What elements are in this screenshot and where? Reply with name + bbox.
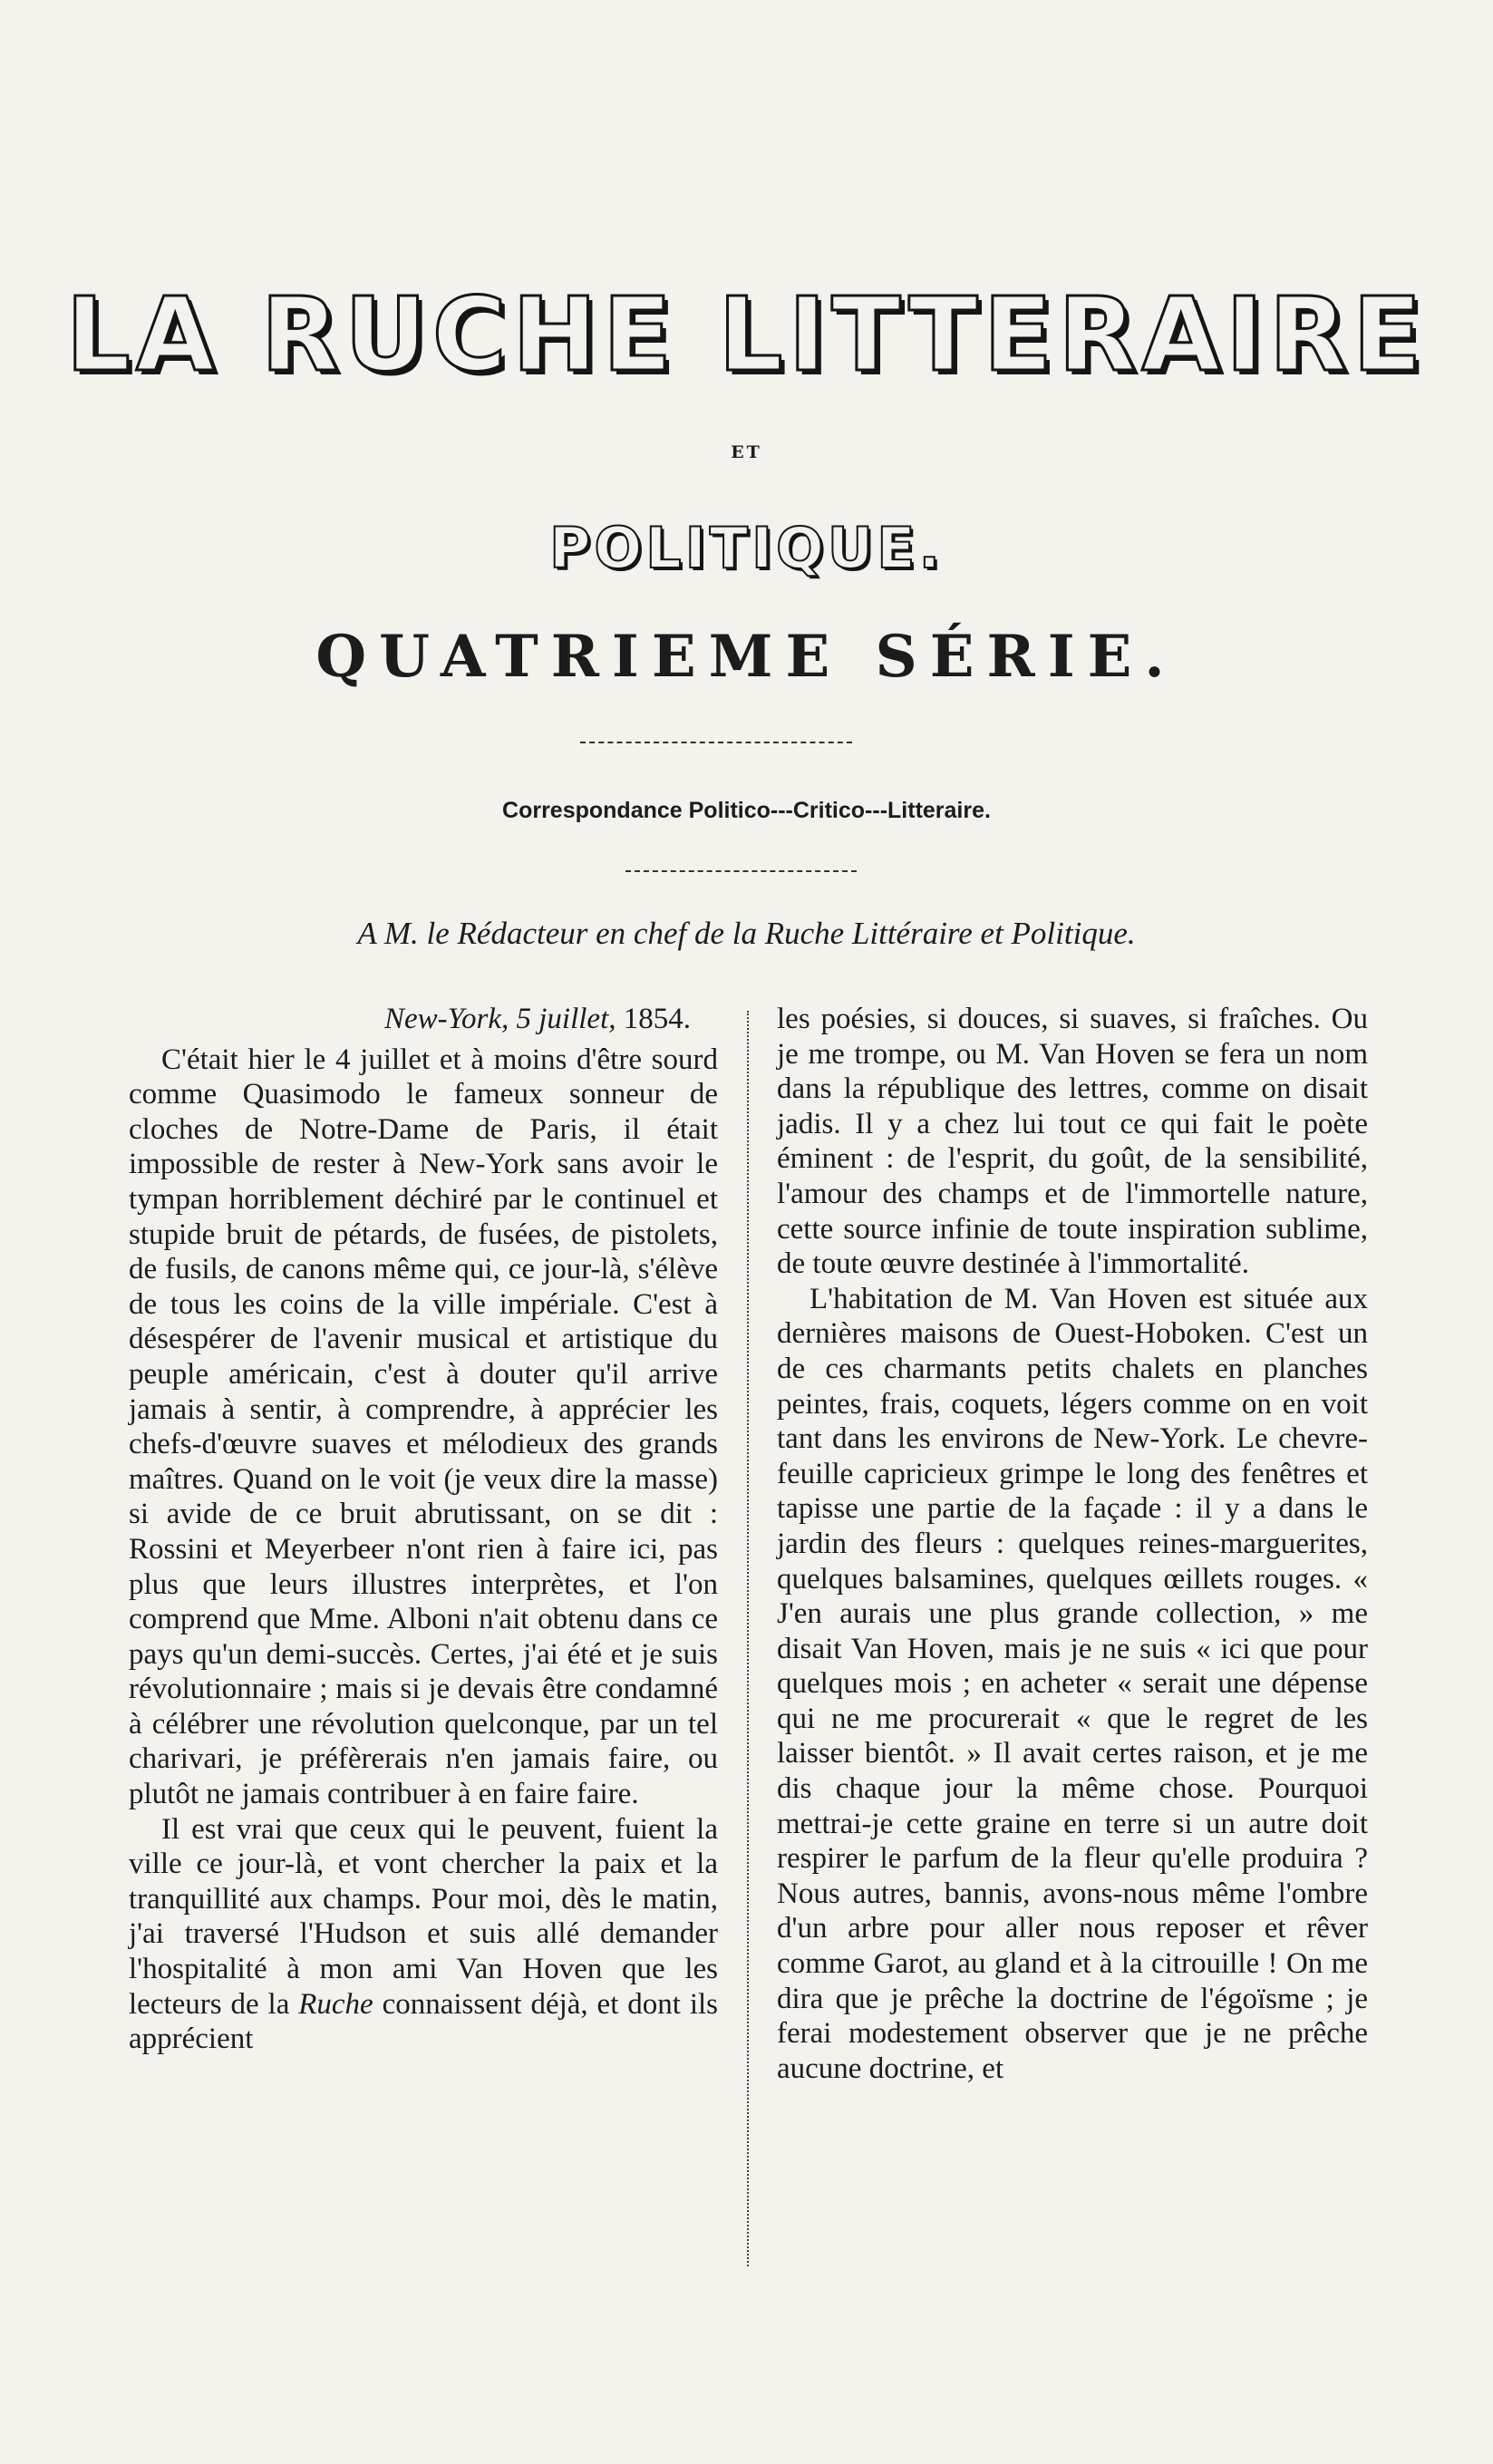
masthead-connector: ET xyxy=(731,442,762,462)
ornamental-rule-top xyxy=(580,742,852,743)
paragraph-2-continued: les poésies, si douces, si suaves, si fraîches. Ou je me trompe, ou M. Van Hoven se fera un nom dans la république des lettres, comme on disait jadis. Il y a chez lui tout ce qui fait le poète éminent : de l'esprit, du goût, de la sensibilité, l'amour des champs et de l'immortelle nature, cette source infinie de toute inspiration sublime, de toute œuvre destinée à l'immortalité. xyxy=(777,1003,1368,1281)
paragraph-2-tail: connaissent déjà, et dont ils apprécient xyxy=(129,1987,718,2056)
paragraph-2-lead: Il est vrai que ceux qui le peuvent, fuient la ville ce jour-là, et vont chercher la paix et la tranquillité aux champs. Pour moi, dès le matin, j'ai traversé l'Hudson et suis allé demander l'hospitalité à mon ami Van Hoven que les lecteurs de la xyxy=(129,1812,718,2021)
section-heading: Correspondance Politico---Critico---Litteraire. xyxy=(502,798,991,823)
article-column-left xyxy=(129,1002,718,2057)
ruche-italic: Ruche xyxy=(298,1987,373,2021)
dateline-year: 1854. xyxy=(623,1003,691,1035)
dateline xyxy=(129,1002,718,1037)
paragraph-1: C'était hier le 4 juillet et à moins d'être sourd comme Quasimodo le fameux sonneur de cloches de Notre-Dame de Paris, il était impossible de rester à New-York sans avoir le tympan horriblement déchiré par le continuel et stupide bruit de pétards, de fusées, de pistolets, de fusils, de canons même qui, ce jour-là, s'élève de tous les coins de la ville impériale. C'est à désespérer de l'avenir musical et artistique du peuple américain, c'est à douter qu'il arrive jamais à sentir, à comprendre, à apprécier les chefs-d'œuvre suaves et mélodieux des grands maîtres. Quand on le voit (je veux dire la masse) si avide de ce bruit abrutissant, on se dit : Rossini et Meyerbeer n'ont rien à faire ici, pas plus que leurs illustres interprètes, et l'on comprend que Mme. Alboni n'ait obtenu dans ce pays qu'un demi-succès. Certes, j'ai été et je suis révolutionnaire ; mais si je devais être condamné à célébrer une révolution quelconque, par un tel charivari, je préfèrerais n'en jamais faire, ou plutôt ne jamais contribuer à en faire faire. xyxy=(129,1043,718,1811)
paragraph-2 xyxy=(129,1812,718,2057)
article-column-right xyxy=(777,1002,1368,2086)
letter-addressee: A M. le Rédacteur en chef de la Ruche Littéraire et Politique. xyxy=(357,916,1136,951)
masthead-subtitle: POLITIQUE. xyxy=(548,515,945,581)
ornamental-rule-bottom xyxy=(625,870,857,872)
paragraph-3: L'habitation de M. Van Hoven est située aux dernières maisons de Ouest-Hoboken. C'est un de ces charmants petits chalets en planches peintes, frais, coquets, légers comme on en voit tant dans les environs de New-York. Le chevre-feuille capricieux grimpe le long des fenêtres et tapisse une partie de la façade : il y a dans le jardin des fleurs : quelques reines-marguerites, quelques balsamines, quelques œillets rouges. « J'en aurais une plus grande collection, » me disait Van Hoven, mais je ne suis « ici que pour quelques mois ; en acheter « serait une dépense qui ne me procurerait « que le regret de les laisser bientôt. » Il avait certes raison, et je me dis chaque jour la même chose. Pourquoi mettrai-je cette graine en terre si un autre doit respirer le parfum de la fleur qu'elle produira ? Nous autres, bannis, avons-nous même l'ombre d'un arbre pour aller nous reposer et rêver comme Garot, au gland et à la citrouille ! On me dira que je prêche la doctrine de l'égoïsme ; je ferai modestement observer que je ne prêche aucune doctrine, et xyxy=(777,1282,1368,2085)
dateline-place: New-York, xyxy=(384,1003,509,1035)
masthead-title: LA RUCHE LITTERAIRE xyxy=(65,276,1428,394)
column-divider xyxy=(747,1011,749,2266)
dateline-date: 5 juillet, xyxy=(516,1003,616,1035)
series-title: QUATRIEME SÉRIE. xyxy=(315,623,1178,691)
